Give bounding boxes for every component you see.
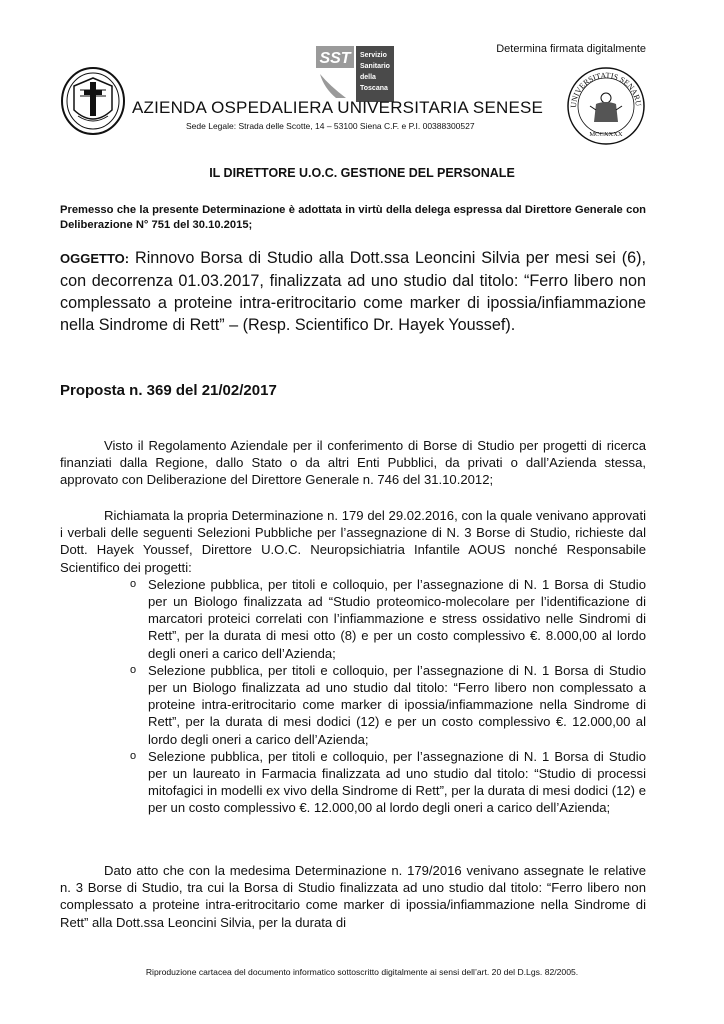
premise-paragraph: Premesso che la presente Determinazione è adottata in virtù della delega espressa dal Direttore Generale con Deliberazione N° 751 del 30.10.2015; (60, 204, 646, 231)
list-item (60, 576, 646, 662)
sst-line2: Sanitario (360, 63, 390, 70)
paragraph-dato-atto (60, 862, 646, 931)
organization-name: AZIENDA OSPEDALIERA UNIVERSITARIA SENESE (132, 98, 544, 117)
list-bullet: o (130, 749, 137, 762)
list-item (60, 662, 646, 748)
paragraph-richiamata (60, 507, 646, 817)
svg-text:UNIVERSITATIS SENARUM (566, 66, 643, 108)
subject-block (60, 247, 646, 336)
seal-year: MCCXXXX (589, 131, 623, 138)
paragraph-dato-atto-text: Dato atto che con la medesima Determinazione n. 179/2016 venivano assegnate le relative n. 3 Borse di Studio, tra cui la Borsa di Studio finalizzata ad uno studio dal titolo: “Ferro libero non complessato a proteine intra-eritrocitario come marker di ipossia/infiammazione nella Sindrome di Rett” alla Dott.ssa Leoncini Silvia, per la durata di (60, 863, 646, 930)
sst-line3: della (360, 74, 376, 81)
list-item-text: Selezione pubblica, per titoli e colloquio, per l’assegnazione di N. 1 Borsa di Studio per un Biologo finalizzata ad uno studio dal titolo: “Ferro libero non complessato a proteine intra-eritrocitario come marker di ipossia/infiammazione nella Sindrome di Rett”, per la durata di mesi dodici (12) e per un costo complessivo €. 12.000,00 al lordo degli oneri a carico dell’Azienda; (148, 662, 646, 747)
page-footer: Riproduzione cartacea del documento informatico sottoscritto digitalmente ai sensi dell’art. 20 del D.Lgs. 82/2005. (145, 967, 579, 977)
paragraph-visto-text: Visto il Regolamento Aziendale per il conferimento di Borse di Studio per progetti di ricerca finanziati dalla Regione, dallo Stato o da altri Enti Pubblici, da privati o dall’Azienda stessa, approvato con Deliberazione del Direttore Generale n. 746 del 31.10.2012; (60, 438, 646, 488)
sst-line4: Toscana (360, 85, 388, 92)
hospital-seal-icon (60, 66, 126, 141)
registered-office: Sede Legale: Strada delle Scotte, 14 – 53100 Siena C.F. e P.I. 00388300527 (186, 121, 475, 131)
university-seal-icon (566, 66, 646, 151)
selection-list (60, 576, 646, 817)
list-item (60, 748, 646, 817)
signed-note: Determina firmata digitalmente (496, 43, 646, 55)
sst-line1: Servizio (360, 52, 387, 59)
paragraph-richiamata-text: Richiamata la propria Determinazione n. 179 del 29.02.2016, con la quale venivano approvati i verbali delle seguenti Selezioni Pubbliche per l’assegnazione di N. 3 Borse di Studio, richieste dal Dott. Hayek Youssef, Direttore U.O.C. Neuropsichiatria Infantile AOUS nonché Responsabile Scientifico dei progetti: (60, 508, 646, 575)
subject-text: Rinnovo Borsa di Studio alla Dott.ssa Leoncini Silvia per mesi sei (6), con decorrenza 01.03.2017, finalizzata ad uno studio dal titolo: “Ferro libero non complessato a proteine intra-eritrocitario come marker di ipossia/infiammazione nella Sindrome di Rett” – (Resp. Scientifico Dr. Hayek Youssef). (60, 249, 646, 334)
director-title: IL DIRETTORE U.O.C. GESTIONE DEL PERSONALE (209, 166, 515, 180)
list-item-text: Selezione pubblica, per titoli e colloquio, per l’assegnazione di N. 1 Borsa di Studio per un Biologo finalizzata ad “Studio proteomico-molecolare per l’identificazione di marcatori proteici correlati con l’infiammazione e stress ossidativo nelle Sindromi di Rett”, per la durata di mesi otto (8) e per un costo complessivo €. 8.000,00 al lordo degli oneri a carico dell’Azienda; (148, 576, 646, 661)
list-bullet: o (130, 663, 137, 676)
paragraph-visto (60, 437, 646, 489)
list-item-text: Selezione pubblica, per titoli e colloquio, per l’assegnazione di N. 1 Borsa di Studio per un laureato in Farmacia finalizzata ad uno studio dal titolo: “Studio di processi mitofagici in modelli ex vivo della Sindrome di Rett”, per la durata di mesi dodici (12) e per un costo complessivo €. 12.000,00 al lordo degli oneri a carico dell’Azienda; (148, 748, 646, 816)
sst-mark: SST (319, 50, 351, 67)
list-bullet: o (130, 577, 137, 590)
proposal-number: Proposta n. 369 del 21/02/2017 (60, 382, 277, 399)
seal-arc-text: UNIVERSITATIS SENARU (568, 70, 644, 109)
subject-label: OGGETTO: (60, 251, 130, 266)
